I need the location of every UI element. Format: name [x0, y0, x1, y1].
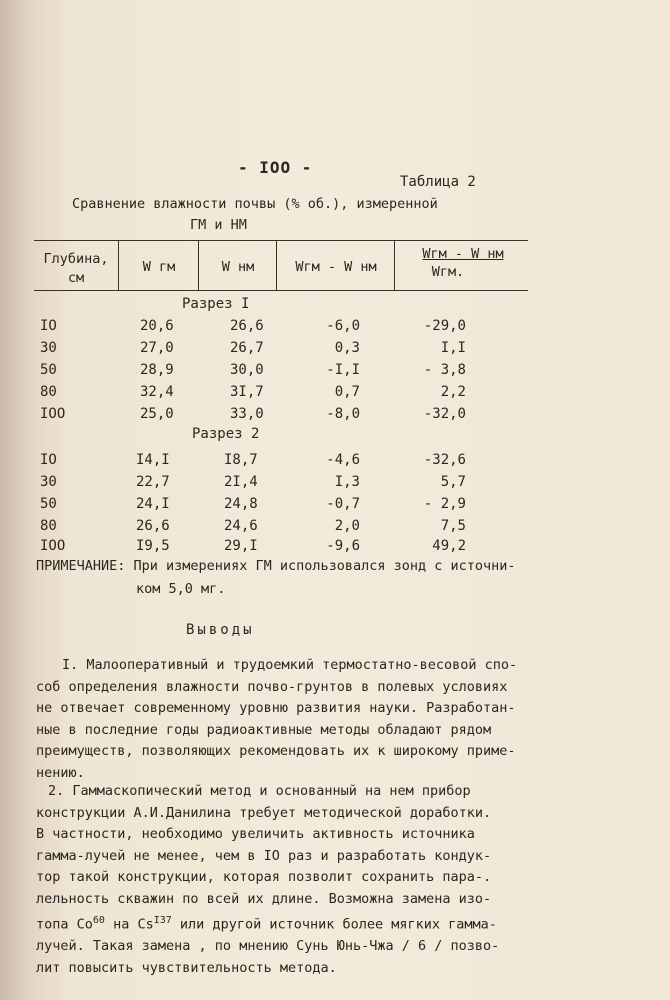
conclusion-paragraph-2 — [36, 781, 636, 979]
cell-depth: 30 — [40, 340, 57, 356]
table-note-line1: ПРИМЕЧАНИЕ: При измерениях ГМ использовался зонд с источни- — [36, 558, 516, 574]
text-line: 2. Гаммаскопический метод и основанный на нем прибор — [48, 783, 471, 799]
cell-w-gm: 22,7 — [136, 474, 170, 490]
conclusions-heading: Выводы — [186, 622, 255, 638]
isotope-line — [36, 910, 636, 936]
cell-diff: 0,7 — [334, 384, 360, 400]
superscript: I37 — [153, 915, 172, 926]
text-line: лучей. Такая замена , по мнению Сунь Юнь-Чжа / 6 / позво- — [36, 938, 500, 954]
cell-ratio: 2,2 — [440, 384, 466, 400]
cell-w-nm: 26,6 — [230, 318, 264, 334]
text-line: гамма-лучей не менее, чем в IO раз и разработать кондук- — [36, 847, 492, 864]
page-number: - IOO - — [238, 158, 313, 177]
conclusion-paragraph-1 — [36, 655, 636, 784]
cell-w-nm: 3I,7 — [230, 384, 264, 400]
cell-ratio: 49,2 — [432, 538, 466, 554]
header-ratio — [398, 246, 528, 280]
text-line: лельность скважин по всей их длине. Возможна замена изо- — [36, 890, 492, 907]
column-divider — [198, 240, 199, 290]
cell-w-gm: 28,9 — [140, 362, 174, 378]
cell-ratio: -29,0 — [423, 318, 466, 334]
cell-ratio: - 3,8 — [423, 362, 466, 378]
table-note-line2: ком 5,0 мг. — [136, 581, 226, 597]
text-line: соб определения влажности почво-грунтов в полевых условиях — [36, 678, 508, 695]
cell-w-gm: I4,I — [136, 452, 170, 468]
cell-depth: IO — [40, 452, 57, 468]
header-depth — [36, 250, 116, 288]
cell-w-nm: 26,7 — [230, 340, 264, 356]
text-line: конструкции А.И.Данилина требует методической доработки. — [36, 804, 492, 821]
cell-w-nm: 24,8 — [224, 496, 258, 512]
table-title-line2: ГМ и НМ — [190, 217, 247, 233]
cell-w-nm: 30,0 — [230, 362, 264, 378]
cell-w-gm: 27,0 — [140, 340, 174, 356]
superscript: 60 — [92, 915, 105, 926]
cell-diff: -4,6 — [326, 452, 360, 468]
column-divider — [276, 240, 277, 290]
cell-ratio: 7,5 — [440, 518, 466, 534]
header-ratio-numerator: Wгм - W нм — [422, 246, 504, 262]
header-depth-line1: Глубина, — [43, 251, 109, 267]
header-w-gm: W гм — [142, 259, 176, 275]
cell-depth: IOO — [40, 538, 66, 554]
table-label: Таблица 2 — [400, 174, 476, 190]
table-top-rule — [34, 240, 528, 241]
text-line: лит повысить чувствительность метода. — [36, 959, 337, 976]
cell-diff: -9,6 — [326, 538, 360, 554]
column-divider — [394, 240, 395, 290]
cell-diff: -0,7 — [326, 496, 360, 512]
text-line: тор такой конструкции, которая позволит сохранить пара-. — [36, 869, 492, 885]
text-fragment: на Cs — [104, 916, 154, 933]
cell-diff: -8,0 — [326, 406, 360, 422]
cell-depth: IOO — [40, 406, 66, 422]
cell-w-nm: 33,0 — [230, 406, 264, 422]
header-ratio-denominator: Wгм. — [431, 264, 465, 280]
cell-diff: -6,0 — [326, 318, 360, 334]
text-line: ные в последние годы радиоактивные методы обладают рядом — [36, 721, 492, 738]
header-w-nm: W нм — [221, 259, 255, 275]
column-divider — [118, 240, 119, 290]
cell-depth: 80 — [40, 384, 57, 400]
header-depth-line2: см — [67, 270, 85, 286]
cell-ratio: -32,6 — [423, 452, 466, 468]
cell-w-nm: 29,I — [224, 538, 258, 554]
text-line: нению. — [36, 764, 85, 781]
cell-w-nm: I8,7 — [224, 452, 258, 468]
section-title: Разрез 2 — [192, 426, 260, 442]
table-header-rule — [34, 290, 528, 291]
table-title-line1: Сравнение влажности почвы (% об.), измеренной — [72, 196, 438, 212]
text-line: В частности, необходимо увеличить активность источника — [36, 826, 475, 842]
cell-depth: 50 — [40, 362, 57, 378]
cell-ratio: -32,0 — [423, 406, 466, 422]
cell-diff: -I,I — [326, 362, 360, 378]
cell-w-gm: I9,5 — [136, 538, 170, 554]
cell-ratio: - 2,9 — [423, 496, 466, 512]
cell-diff: 2,0 — [334, 518, 360, 534]
text-line: не отвечает современному уровню развития науки. Разработан- — [36, 700, 516, 716]
cell-diff: 0,3 — [334, 340, 360, 356]
header-diff: Wгм - W нм — [295, 259, 377, 275]
cell-diff: I,3 — [334, 474, 360, 490]
cell-w-nm: 24,6 — [224, 518, 258, 534]
text-line: преимуществ, позволяющих рекомендовать их к широкому приме- — [36, 743, 516, 759]
cell-w-gm: 32,4 — [140, 384, 174, 400]
text-line: I. Малооперативный и трудоемкий термостатно-весовой спо- — [62, 657, 518, 673]
cell-w-gm: 26,6 — [136, 518, 170, 534]
cell-w-nm: 2I,4 — [224, 474, 258, 490]
text-fragment: топа Co — [36, 916, 93, 933]
cell-ratio: I,I — [440, 340, 466, 356]
cell-w-gm: 24,I — [136, 496, 170, 512]
cell-depth: 50 — [40, 496, 57, 512]
cell-ratio: 5,7 — [440, 474, 466, 490]
cell-w-gm: 20,6 — [140, 318, 174, 334]
cell-depth: IO — [40, 318, 57, 334]
text-fragment: или другой источник более мягких гамма- — [171, 916, 497, 933]
cell-depth: 30 — [40, 474, 57, 490]
section-title: Разрез I — [182, 296, 250, 312]
cell-depth: 80 — [40, 518, 57, 534]
cell-w-gm: 25,0 — [140, 406, 174, 422]
